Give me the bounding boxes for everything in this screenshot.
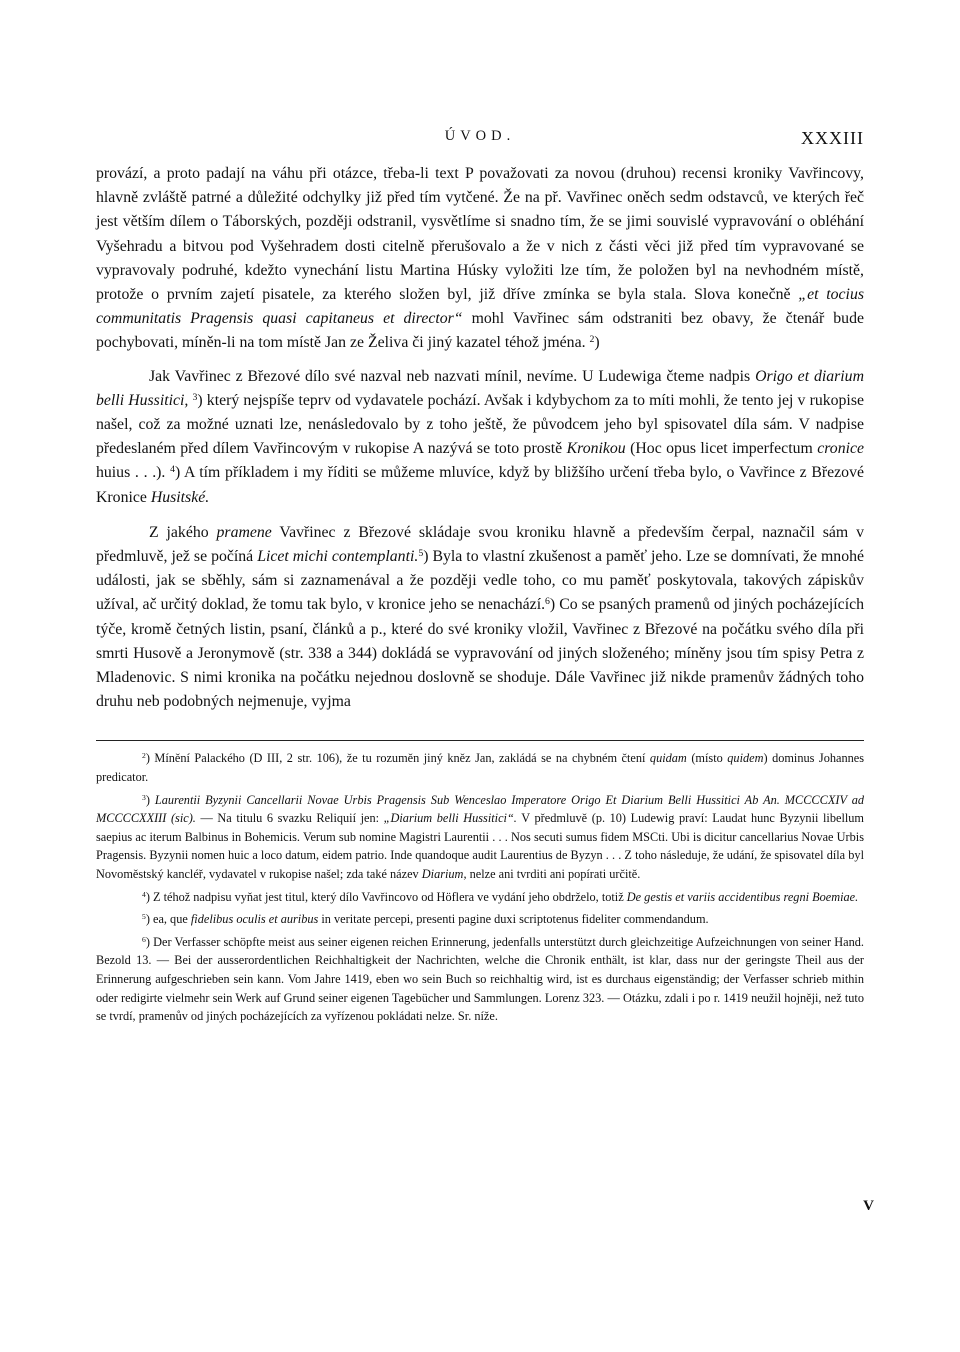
signature-mark: V bbox=[863, 1198, 874, 1214]
italic-run: Laurentii Byzynii Cancellarii Novae Urbis Pragensis Sub Wenceslao Imperatore Origo Et Diarium Belli Hussitici Ab An. MCCCCXIV ad MCCCCXXIII (sic). bbox=[96, 792, 864, 826]
italic-run: Kronikou bbox=[566, 440, 626, 458]
main-text bbox=[96, 162, 864, 714]
footnote-ref: 4 bbox=[170, 464, 175, 476]
footnote-number: 3 bbox=[142, 792, 146, 802]
text-run: huius . . .). bbox=[96, 464, 166, 482]
footnote-4 bbox=[96, 888, 864, 907]
italic-run: fidelibus oculis et auribus bbox=[190, 912, 319, 927]
footnote-ref: 2 bbox=[589, 334, 595, 346]
footnote-2 bbox=[96, 749, 864, 786]
italic-run: De gestis et variis accidentibus regni Boemiae. bbox=[626, 889, 859, 904]
text-run: provází, a proto padají na váhu při otázce, třeba-li text P považovati za novou (druhou) recensi kroniky Vavřincovy, hlavně zvláště patrné a důležité odchylky již před tím vytčené. Že na př. Vavřinec oněch sedm odstavců, ve kterých řeč jest větším dílem o Táborských, později odstranil, vysvětlíme si snadno tím, že se jimi souvislé vypravování o obléhání Vyšehradu a bitvou pod Vyšehradem dosti citelně přerušovalo a že v nich z části věci již před tím vypravované se vypravovaly podruhé, kdežto vynechání listu Martina Húsky vyložiti lze tím, že položen byl na nevhodném místě, protože o prvním zajetí pisatele, za kterého složen byl, již dříve zmínka se byla stala. Slova konečně bbox=[96, 165, 864, 304]
text-run: Vavřinec z Březové skládaje svou kroniku hlavně a především čerpal, naznačil sám v předmluvě, jež se počíná bbox=[96, 523, 864, 566]
paragraph-2 bbox=[96, 365, 864, 510]
text-run: ) Der Verfasser schöpfte meist aus seiner eigenen reichen Erinnerung, jedenfalls unterstützt durch gleichzeitige Aufzeichnungen von seiner Hand. Bezold 13. — Bei der ausserordentlichen Reichhaltigkeit der Nachrichten, welche die Chronik enthält, ist klar, dass nur der geringste Theil aus der Erinnerung aufgeschrieben sein kann. Vom Jahre 1419, eben wo sein Buch so reichhaltig wird, ist es durchaus eigenständig; der Verfasser schrieb mithin oder redigirte vielmehr sein Werk auf Grund seiner eigenen Tagebücher und Sammlungen. Lorenz 323. — Otázku, zdali i po r. 1419 neužil hojněji, než tuto se tvrdí, pramenův od jiných pocházejících za vyřízenou pokládati nelze. Sr. níže. bbox=[96, 934, 864, 1024]
footnote-6 bbox=[96, 933, 864, 1026]
footnotes bbox=[96, 749, 864, 1025]
text-run: ) dominus Johannes predicator. bbox=[96, 751, 865, 785]
italic-run: pramene bbox=[216, 523, 272, 541]
footnote-number: 2 bbox=[142, 751, 146, 761]
text-run: V předmluvě (p. 10) Ludewig praví: Laudat hunc Byzynii libellum saepius ac iterum Balbinus in Bohemicis. Verum sub nomine Magistri Laurentii . . . Nos secuti sumus fidem MSCti. Ubi is dicitur cancellarius Novae Urbis Pragensis. Byzynii nomen huic a loco datum, eidem patrio. Inde quandoque audit Laurentius de Byzyn . . . Z toho následuje, že udání, že spisovatel díla byl Novoměstský kancléř, vydavatel v rukopise našel; zda také název bbox=[96, 811, 865, 882]
text-run: ) bbox=[594, 334, 600, 352]
text-run: in veritate percepi, presenti pagine duxi scriptotenus fideliter commendandum. bbox=[318, 912, 709, 927]
footnote-divider bbox=[96, 740, 864, 741]
italic-run: Origo et diarium belli Hussitici, bbox=[96, 367, 864, 409]
paragraph-3 bbox=[96, 521, 864, 715]
italic-run: quidem bbox=[727, 751, 764, 766]
footnote-number: 4 bbox=[142, 889, 146, 899]
footnote-ref: 6 bbox=[545, 596, 550, 608]
italic-run: „et tocius communitatis Pragensis quasi capitaneus et director“ bbox=[96, 286, 864, 328]
text-run: — Na titulu 6 svazku Reliquií jen: bbox=[195, 811, 384, 826]
italic-run: Licet michi contemplanti. bbox=[257, 548, 419, 566]
footnote-ref: 3 bbox=[192, 391, 198, 403]
paragraph-1 bbox=[96, 162, 864, 356]
page-title: ÚVOD. bbox=[444, 128, 516, 144]
footnote-5 bbox=[96, 910, 864, 929]
footnote-ref: 5 bbox=[418, 548, 424, 560]
italic-run: Husitské. bbox=[150, 488, 210, 506]
page-header bbox=[96, 128, 864, 162]
text-run: (místo bbox=[686, 751, 728, 766]
text-run: ) Co se psaných pramenů od jiných pocházejících týče, kromě četných listin, psaní, článků a p., které do své kroniky vložil, Vavřinec z Březové na počátku svého díla při smrti Husově a Jeronymově (str. 338 a 344) dokládá se vypravování od jiných složeného; míněny jsou tím spisy Petra z Mladenovic. S nimi kronika na počátku nejednou doslovně se shoduje. Dále Vavřinec již nikde pramenův žádných toho druhu neb podobných nejmenuje, vyjma bbox=[96, 596, 864, 711]
text-run: ) Mínění Palackého (D III, 2 str. 106), že tu rozuměn jiný kněz Jan, zakládá se na chybném čtení bbox=[145, 751, 650, 766]
text-run: ) ea, que bbox=[145, 912, 191, 927]
italic-run: cronice bbox=[817, 440, 864, 458]
text-run: ) A tím příkladem i my říditi se můžeme mluvíce, když by bližšího určení třeba bylo, o Vavřince z Březové Kronice bbox=[96, 464, 864, 506]
text-run: mohl Vavřinec sám odstraniti bez obavy, že čtenář bude pochybovati, míněn-li na tom místě Jan ze Želiva či jiný kazatel téhož jména. bbox=[96, 310, 864, 352]
footnote-number: 5 bbox=[142, 912, 146, 922]
italic-run: Diarium, bbox=[421, 867, 467, 882]
text-run: Jak Vavřinec z Březové dílo své nazval neb nazvati mínil, nevíme. U Ludewiga čteme nadpis bbox=[149, 367, 756, 385]
footnote-3: $^3$) Laurentii Byzynii Cancellarii Novae Urbis Pragensis Sub Wenceslao Imperatore Origo Et Diarium Belli Hussitici Ab An. MCCCCXIV ad MCCCCXXIII (sic). — Na titulu 6 svazku Reliquií jen: „Diarium belli Hussitici“. V předmluvě (p. 10) Ludewig praví: Laudat hunc Byzynii libellum saepius ac iterum Balbinus in Bohemicis. Verum sub nomine Magistri Laurentii . . . Nos secuti sumus fidem MSCti. Ubi is dicitur cancellarius Novae Urbis Pragensis. Byzynii nomen huic a loco datum, eidem patrio. Inde quandoque audit Laurentius de Byzyn . . . Z toho následuje, že udání, že spisovatel díla byl Novoměstský kancléř, vydavatel v rukopise našel; zda také název Diarium, nelze ani tvrditi ani popírati určitě. bbox=[96, 792, 865, 882]
text-run: Z jakého bbox=[149, 523, 217, 541]
page bbox=[96, 128, 864, 1030]
italic-run: „Diarium belli Hussitici“. bbox=[383, 811, 517, 826]
text-run: (Hoc opus licet imperfectum bbox=[625, 440, 818, 458]
text-run: ) Byla to vlastní zkušenost a paměť jeho. Lze se domnívati, že mnohé události, jak se sběhly, sám si zaznamenával a že později vedle toho, co mu paměť poskytovala, takových zápiskův užíval, ač určitý doklad, že tomu tak bylo, v kronice jeho se nenachází. bbox=[96, 548, 864, 614]
footnote-number: 6 bbox=[142, 935, 146, 944]
page-number: XXXIII bbox=[801, 128, 864, 148]
text-run: ) který nejspíše teprv od vydavatele pochází. Avšak i kdybychom za to míti mohli, že tento jej v rukopise našel, což za možné uznati lze, nenásledovalo by z toho ještě, že původcem jeho byl spisovatel díla sám. V nadpise předeslaném před dílem Vavřincovým v rukopise A nazývá se toto prostě bbox=[96, 391, 864, 458]
italic-run: quidam bbox=[649, 751, 687, 766]
text-run: ) Z téhož nadpisu vyňat jest titul, který dílo Vavřincovo od Höflera ve vydání jeho obdrželo, totiž bbox=[145, 889, 627, 904]
text-run: nelze ani tvrditi ani popírati určitě. bbox=[466, 867, 641, 882]
